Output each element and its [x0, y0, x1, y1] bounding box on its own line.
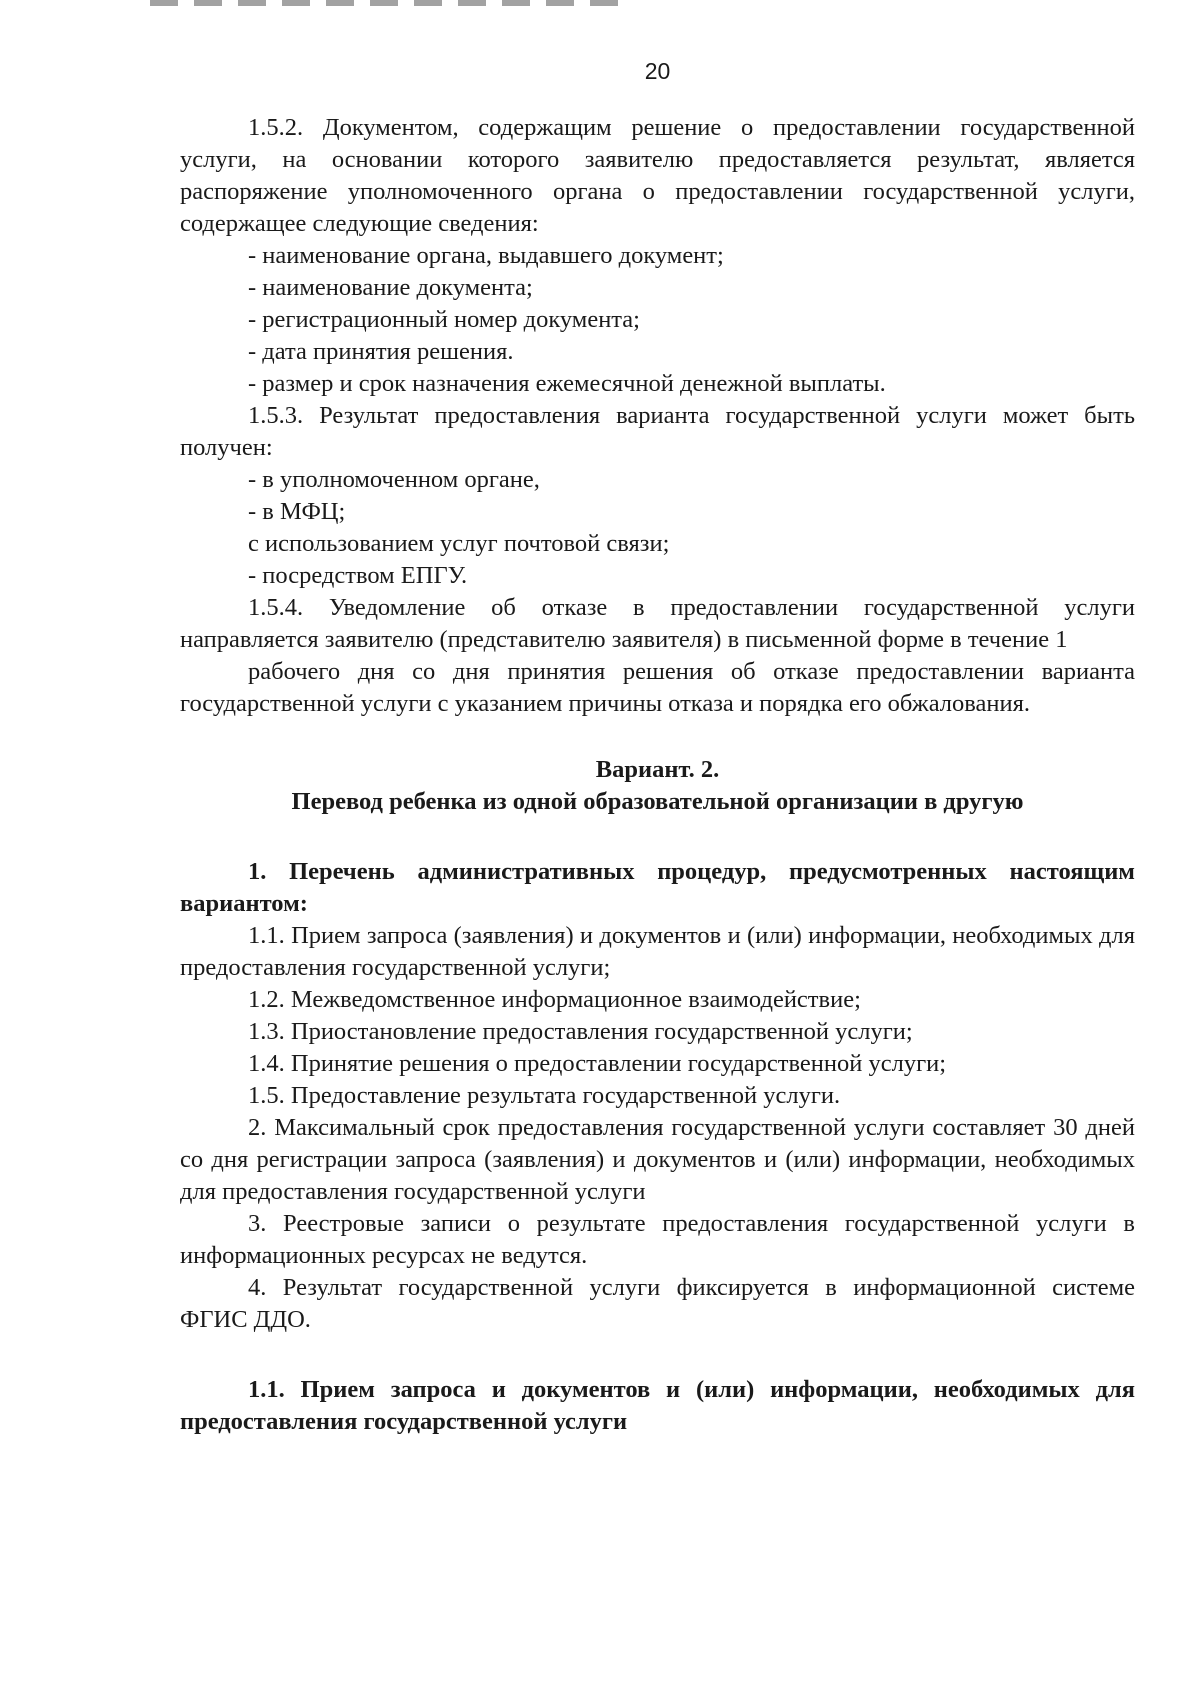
page-number: 20: [644, 58, 671, 84]
paragraph-3: 3. Реестровые записи о результате предоставления государственной услуги в информационных ресурсах не ведутся.: [180, 1210, 1135, 1269]
document-body: [180, 112, 1135, 1438]
list-item: - посредством ЕПГУ.: [248, 562, 468, 589]
procedure-item: 1.2. Межведомственное информационное взаимодействие;: [248, 986, 861, 1013]
paragraph-4: 4. Результат государственной услуги фиксируется в информационной системе ФГИС ДДО.: [180, 1274, 1135, 1333]
list-item: - дата принятия решения.: [248, 338, 514, 365]
list-item: - наименование документа;: [248, 274, 533, 301]
paragraph-1-5-3: 1.5.3. Результат предоставления варианта государственной услуги может быть получен:: [180, 402, 1135, 461]
spacer: [180, 818, 1135, 856]
list-item: - размер и срок назначения ежемесячной денежной выплаты.: [248, 370, 886, 397]
procedure-item: 1.4. Принятие решения о предоставлении государственной услуги;: [248, 1050, 947, 1077]
scan-edge-artifact: [150, 0, 620, 6]
paragraph-1-5-2: 1.5.2. Документом, содержащим решение о предоставлении государственной услуги, на основании которого заявителю предоставляется результат, является распоряжение уполномоченного органа о предоставлении государственной услуги, содержащее следующие сведения:: [180, 114, 1135, 237]
section-heading: 1.1. Прием запроса и документов и (или) информации, необходимых для предоставления государственной услуги: [180, 1376, 1135, 1435]
procedure-item: 1.5. Предоставление результата государственной услуги.: [248, 1082, 841, 1109]
variant-heading: Вариант. 2.: [595, 756, 720, 783]
spacer: [180, 720, 1135, 754]
list-item: - регистрационный номер документа;: [248, 306, 640, 333]
list-item: - наименование органа, выдавшего документ;: [248, 242, 724, 269]
paragraph-continuation: рабочего дня со дня принятия решения об отказе предоставлении варианта государственной услуги с указанием причины отказа и порядка его обжалования.: [180, 658, 1135, 717]
list-item: - в МФЦ;: [248, 498, 346, 525]
list-item: - в уполномоченном органе,: [248, 466, 540, 493]
paragraph-1-5-4: 1.5.4. Уведомление об отказе в предоставлении государственной услуги направляется заявителю (представителю заявителя) в письменной форме в течение 1: [180, 594, 1135, 653]
list-item: с использованием услуг почтовой связи;: [248, 530, 670, 557]
variant-title: Перевод ребенка из одной образовательной организации в другую: [291, 788, 1024, 815]
spacer: [180, 1336, 1135, 1374]
procedure-item: 1.1. Прием запроса (заявления) и документов и (или) информации, необходимых для предоставления государственной услуги;: [180, 922, 1135, 981]
procedure-item: 1.3. Приостановление предоставления государственной услуги;: [248, 1018, 913, 1045]
procedures-heading: 1. Перечень административных процедур, предусмотренных настоящим вариантом:: [180, 858, 1135, 917]
paragraph-2: 2. Максимальный срок предоставления государственной услуги составляет 30 дней со дня регистрации запроса (заявления) и документов и (или) информации, необходимых для предоставления государственной услуги: [180, 1114, 1135, 1205]
